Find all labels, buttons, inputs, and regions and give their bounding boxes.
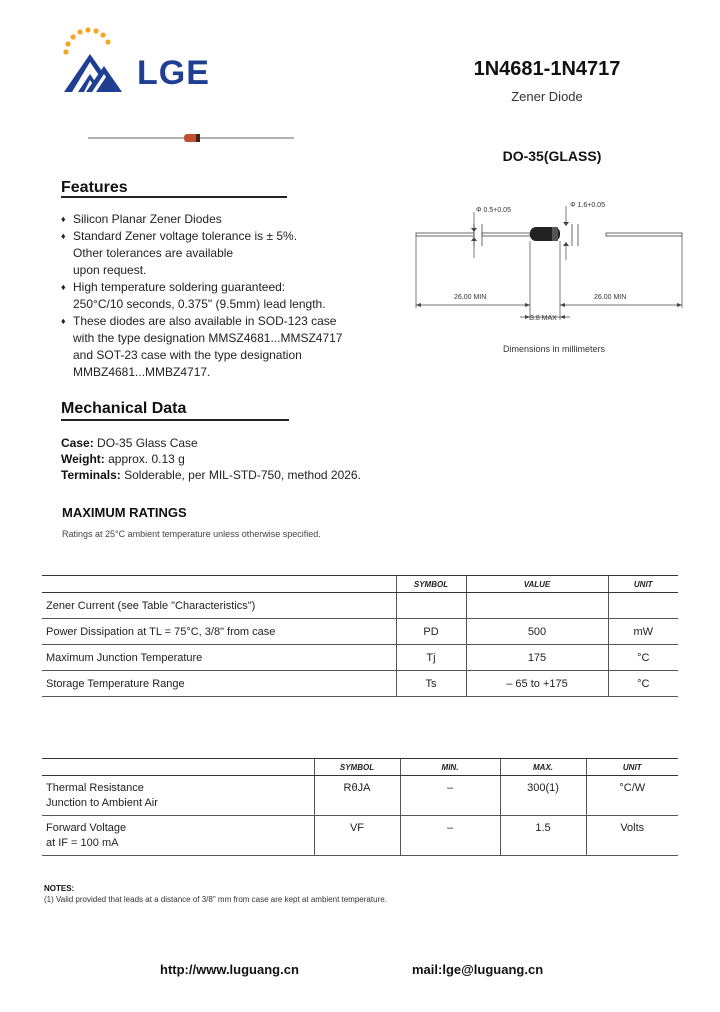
part-subtitle: Zener Diode xyxy=(511,89,583,104)
mechanical-rule xyxy=(61,419,289,421)
diode-image xyxy=(88,128,294,148)
feature-line: 250°C/10 seconds, 0.375" (9.5mm) lead length. xyxy=(73,297,326,311)
dimension-caption: Dimensions in millimeters xyxy=(503,344,606,354)
feature-line: upon request. xyxy=(73,263,147,277)
row-unit: °C xyxy=(608,645,678,671)
row-param-line: at IF = 100 mA xyxy=(46,836,119,849)
row-value: – 65 to +175 xyxy=(466,671,608,697)
feature-line: These diodes are also available in SOD-123 case xyxy=(73,314,337,328)
case-line: Case: DO-35 Glass Case xyxy=(61,436,198,450)
row-param-line: Forward Voltage xyxy=(46,821,127,834)
row-unit: mW xyxy=(608,619,678,645)
table-row xyxy=(42,593,678,619)
header-max: MAX. xyxy=(500,759,586,776)
row-param: Zener Current (see Table "Characteristics") xyxy=(42,593,396,619)
header-value: VALUE xyxy=(466,576,608,593)
package-title: DO-35(GLASS) xyxy=(502,148,602,164)
row-param: Storage Temperature Range xyxy=(42,671,396,697)
brand-logo xyxy=(56,26,136,96)
feature-line: Other tolerances are available xyxy=(73,246,234,260)
row-param-line: Thermal Resistance xyxy=(46,781,144,794)
footer-url-link[interactable]: http://www.luguang.cn xyxy=(160,962,299,977)
part-number-title: 1N4681-1N4717 xyxy=(473,58,621,80)
row-max: 300(1) xyxy=(500,776,586,816)
features-rule xyxy=(61,196,287,198)
weight-line: Weight: approx. 0.13 g xyxy=(61,452,185,466)
feature-item xyxy=(61,211,381,228)
header-unit: UNIT xyxy=(586,759,678,776)
header-param xyxy=(42,576,396,593)
row-symbol: Ts xyxy=(396,671,466,697)
header-symbol: SYMBOL xyxy=(396,576,466,593)
left-lead-length-label: 26.00 MIN xyxy=(454,294,487,301)
header-param xyxy=(42,759,314,776)
footer-mail-link[interactable]: mail:lge@luguang.cn xyxy=(412,962,544,977)
row-unit: °C/W xyxy=(586,776,678,816)
body-diameter-label: Φ 1.6+0.05 xyxy=(570,202,605,209)
bullet-diamond-icon: ♦ xyxy=(61,231,66,241)
feature-line: MMBZ4681...MMBZ4717. xyxy=(73,365,211,379)
feature-item xyxy=(61,279,381,313)
table-row xyxy=(42,619,678,645)
row-value: 500 xyxy=(466,619,608,645)
max-ratings-subtitle: Ratings at 25°C ambient temperature unless otherwise specified. xyxy=(62,529,321,539)
row-value xyxy=(466,593,608,619)
row-symbol: VF xyxy=(314,816,400,856)
row-value: 175 xyxy=(466,645,608,671)
row-param-line: Junction to Ambient Air xyxy=(46,796,158,809)
feature-item xyxy=(61,313,381,381)
right-lead-length-label: 26.00 MIN xyxy=(594,294,627,301)
max-ratings-table xyxy=(42,575,678,697)
row-unit: °C xyxy=(608,671,678,697)
table-row xyxy=(42,671,678,697)
bullet-diamond-icon: ♦ xyxy=(61,214,66,224)
features-title: Features xyxy=(61,179,128,196)
row-param xyxy=(42,776,314,816)
row-unit xyxy=(608,593,678,619)
header-unit: UNIT xyxy=(608,576,678,593)
header-min: MIN. xyxy=(400,759,500,776)
bullet-diamond-icon: ♦ xyxy=(61,316,66,326)
lead-diameter-label: Φ 0.5+0.05 xyxy=(476,207,511,214)
characteristics-table xyxy=(42,758,678,856)
feature-line: and SOT-23 case with the type designation xyxy=(73,348,302,362)
feature-line: High temperature soldering guaranteed: xyxy=(73,280,286,294)
body-length-label: 3.8 MAX xyxy=(530,315,557,322)
notes-title: NOTES: xyxy=(44,884,75,893)
row-symbol: PD xyxy=(396,619,466,645)
feature-item xyxy=(61,228,381,279)
row-symbol: RθJA xyxy=(314,776,400,816)
mechanical-data xyxy=(61,435,421,483)
feature-line: Silicon Planar Zener Diodes xyxy=(73,212,222,226)
row-symbol xyxy=(396,593,466,619)
feature-line: Standard Zener voltage tolerance is ± 5%. xyxy=(73,229,298,243)
brand-name: LGE xyxy=(137,54,210,92)
row-param xyxy=(42,816,314,856)
logo-mark-icon xyxy=(56,26,136,96)
row-min: – xyxy=(400,776,500,816)
feature-line: with the type designation MMSZ4681...MMSZ4717 xyxy=(73,331,343,345)
table-row xyxy=(42,776,678,816)
row-param: Maximum Junction Temperature xyxy=(42,645,396,671)
row-param: Power Dissipation at TL = 75°C, 3/8" from case xyxy=(42,619,396,645)
row-min: – xyxy=(400,816,500,856)
row-unit: Volts xyxy=(586,816,678,856)
notes-text: (1) Valid provided that leads at a distance of 3/8" mm from case are kept at ambient temperature. xyxy=(44,895,387,904)
features-list xyxy=(61,211,381,381)
header-symbol: SYMBOL xyxy=(314,759,400,776)
table-row xyxy=(42,816,678,856)
row-symbol: Tj xyxy=(396,645,466,671)
row-max: 1.5 xyxy=(500,816,586,856)
table-row xyxy=(42,645,678,671)
bullet-diamond-icon: ♦ xyxy=(61,282,66,292)
max-ratings-title: MAXIMUM RATINGS xyxy=(62,505,187,520)
mechanical-title: Mechanical Data xyxy=(61,400,187,417)
terminals-line: Terminals: Solderable, per MIL-STD-750, method 2026. xyxy=(61,468,361,482)
